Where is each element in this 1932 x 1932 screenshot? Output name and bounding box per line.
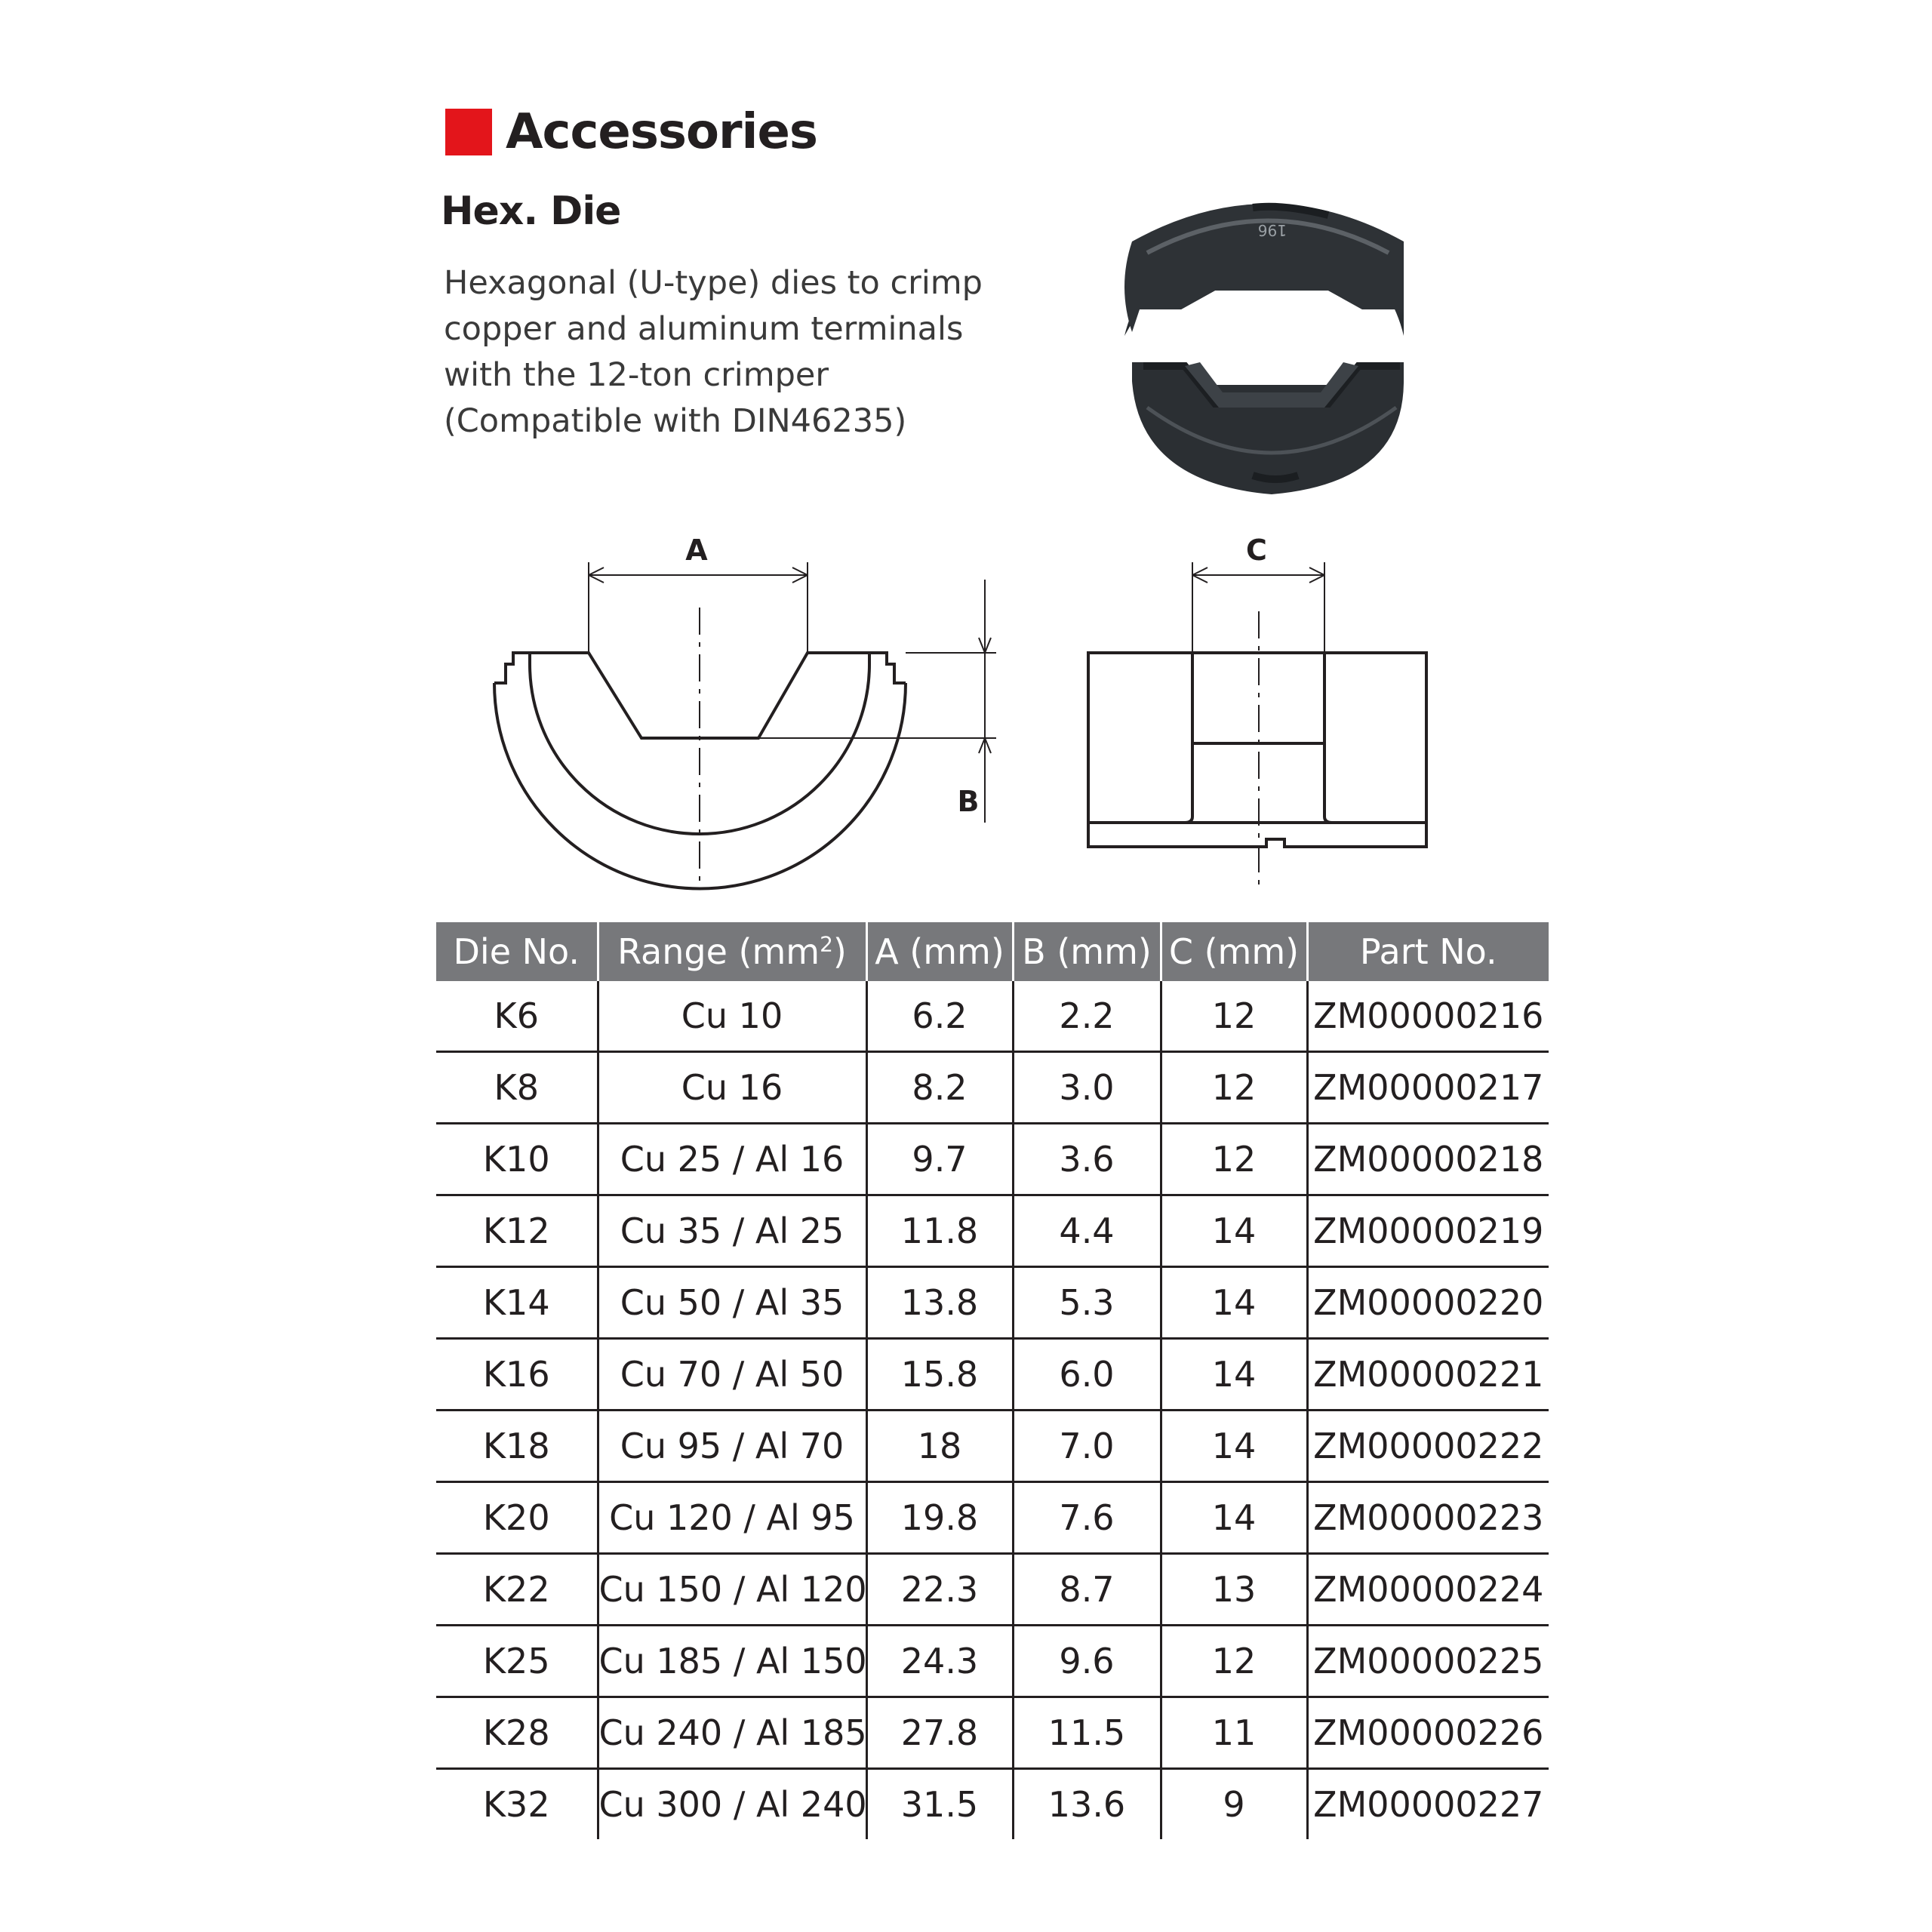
cell-b: 9.6: [1013, 1626, 1161, 1697]
table-header-row: [436, 922, 1549, 981]
cell-part-no: ZM00000225: [1307, 1626, 1549, 1697]
cell-die-no: K22: [436, 1554, 598, 1626]
cell-die-no: K16: [436, 1339, 598, 1411]
cell-die-no: K6: [436, 981, 598, 1052]
cell-c: 14: [1161, 1482, 1307, 1554]
cell-die-no: K18: [436, 1411, 598, 1482]
section-marker: [445, 109, 492, 155]
cell-b: 11.5: [1013, 1697, 1161, 1769]
table-row: [436, 1411, 1549, 1482]
cell-part-no: ZM00000221: [1307, 1339, 1549, 1411]
cell-range: Cu 120 / Al 95: [598, 1482, 866, 1554]
product-description: [444, 260, 1017, 445]
cell-a: 8.2: [866, 1052, 1013, 1124]
cell-die-no: K8: [436, 1052, 598, 1124]
die-spec-table: [436, 922, 1549, 1839]
cell-part-no: ZM00000220: [1307, 1267, 1549, 1339]
cell-c: 11: [1161, 1697, 1307, 1769]
cell-c: 13: [1161, 1554, 1307, 1626]
description-line: copper and aluminum terminals: [444, 310, 964, 348]
table-row: [436, 1626, 1549, 1697]
cell-c: 12: [1161, 1626, 1307, 1697]
cell-part-no: ZM00000216: [1307, 981, 1549, 1052]
table-row: [436, 1267, 1549, 1339]
cell-b: 7.6: [1013, 1482, 1161, 1554]
cell-b: 7.0: [1013, 1411, 1161, 1482]
cell-a: 9.7: [866, 1124, 1013, 1195]
description-line: with the 12-ton crimper: [444, 356, 829, 394]
cell-b: 2.2: [1013, 981, 1161, 1052]
dimension-label-c: C: [1246, 534, 1267, 567]
table-row: [436, 1554, 1549, 1626]
cell-b: 8.7: [1013, 1554, 1161, 1626]
header-range-sup: 2: [820, 931, 833, 957]
hex-die-photo: [1102, 181, 1434, 513]
table-row: [436, 1339, 1549, 1411]
cell-c: 12: [1161, 1052, 1307, 1124]
dimension-label-a: A: [685, 534, 708, 567]
cell-part-no: ZM00000223: [1307, 1482, 1549, 1554]
cell-b: 13.6: [1013, 1769, 1161, 1840]
table-row: [436, 1482, 1549, 1554]
cell-b: 4.4: [1013, 1195, 1161, 1267]
cell-range: Cu 300 / Al 240: [598, 1769, 866, 1840]
table-row: [436, 1697, 1549, 1769]
cell-part-no: ZM00000226: [1307, 1697, 1549, 1769]
header-c: C (mm): [1161, 922, 1307, 981]
header-range-label: Range (mm: [617, 931, 820, 972]
cell-a: 6.2: [866, 981, 1013, 1052]
cell-b: 3.6: [1013, 1124, 1161, 1195]
cell-a: 18: [866, 1411, 1013, 1482]
cell-part-no: ZM00000224: [1307, 1554, 1549, 1626]
side-view-drawing: [1072, 528, 1449, 891]
header-range: [598, 922, 866, 981]
cell-c: 14: [1161, 1267, 1307, 1339]
cell-die-no: K25: [436, 1626, 598, 1697]
cell-range: Cu 35 / Al 25: [598, 1195, 866, 1267]
cell-part-no: ZM00000217: [1307, 1052, 1549, 1124]
cell-range: Cu 150 / Al 120: [598, 1554, 866, 1626]
cell-c: 12: [1161, 1124, 1307, 1195]
cell-die-no: K14: [436, 1267, 598, 1339]
cell-a: 22.3: [866, 1554, 1013, 1626]
cell-c: 14: [1161, 1411, 1307, 1482]
section-header: [445, 106, 817, 158]
photo-marking: 196: [1257, 221, 1287, 239]
cell-part-no: ZM00000219: [1307, 1195, 1549, 1267]
header-die-no: Die No.: [436, 922, 598, 981]
cell-die-no: K12: [436, 1195, 598, 1267]
cell-range: Cu 185 / Al 150: [598, 1626, 866, 1697]
header-part-no: Part No.: [1307, 922, 1549, 981]
cell-b: 5.3: [1013, 1267, 1161, 1339]
cell-range: Cu 50 / Al 35: [598, 1267, 866, 1339]
cell-c: 14: [1161, 1195, 1307, 1267]
header-a: A (mm): [866, 922, 1013, 981]
cell-a: 15.8: [866, 1339, 1013, 1411]
table-row: [436, 981, 1549, 1052]
cell-range: Cu 10: [598, 981, 866, 1052]
cell-a: 27.8: [866, 1697, 1013, 1769]
header-b: B (mm): [1013, 922, 1161, 981]
cell-range: Cu 70 / Al 50: [598, 1339, 866, 1411]
cell-b: 3.0: [1013, 1052, 1161, 1124]
cell-range: Cu 25 / Al 16: [598, 1124, 866, 1195]
cell-a: 11.8: [866, 1195, 1013, 1267]
cell-die-no: K32: [436, 1769, 598, 1840]
cell-range: Cu 16: [598, 1052, 866, 1124]
cell-a: 24.3: [866, 1626, 1013, 1697]
section-title: Accessories: [506, 104, 817, 160]
table-row: [436, 1769, 1549, 1840]
table-row: [436, 1124, 1549, 1195]
cell-a: 19.8: [866, 1482, 1013, 1554]
table-row: [436, 1195, 1549, 1267]
cell-b: 6.0: [1013, 1339, 1161, 1411]
cell-a: 31.5: [866, 1769, 1013, 1840]
cell-range: Cu 240 / Al 185: [598, 1697, 866, 1769]
header-range-close: ): [832, 931, 847, 972]
cell-part-no: ZM00000222: [1307, 1411, 1549, 1482]
cell-c: 14: [1161, 1339, 1307, 1411]
cell-part-no: ZM00000227: [1313, 1784, 1544, 1825]
table-row: [436, 1052, 1549, 1124]
cell-range: Cu 95 / Al 70: [598, 1411, 866, 1482]
table-body: [436, 981, 1549, 1839]
cell-part-no: ZM00000218: [1307, 1124, 1549, 1195]
cell-c: 12: [1161, 981, 1307, 1052]
description-line: (Compatible with DIN46235): [444, 402, 907, 440]
cell-die-no: K10: [436, 1124, 598, 1195]
cell-die-no: K20: [436, 1482, 598, 1554]
description-line: Hexagonal (U-type) dies to crimp: [444, 264, 983, 302]
dimension-label-b: B: [957, 785, 980, 818]
cell-a: 13.8: [866, 1267, 1013, 1339]
cell-die-no: K28: [436, 1697, 598, 1769]
front-view-drawing: [483, 528, 1026, 891]
product-title: Hex. Die: [441, 189, 621, 234]
cell-c: 9: [1161, 1769, 1307, 1840]
